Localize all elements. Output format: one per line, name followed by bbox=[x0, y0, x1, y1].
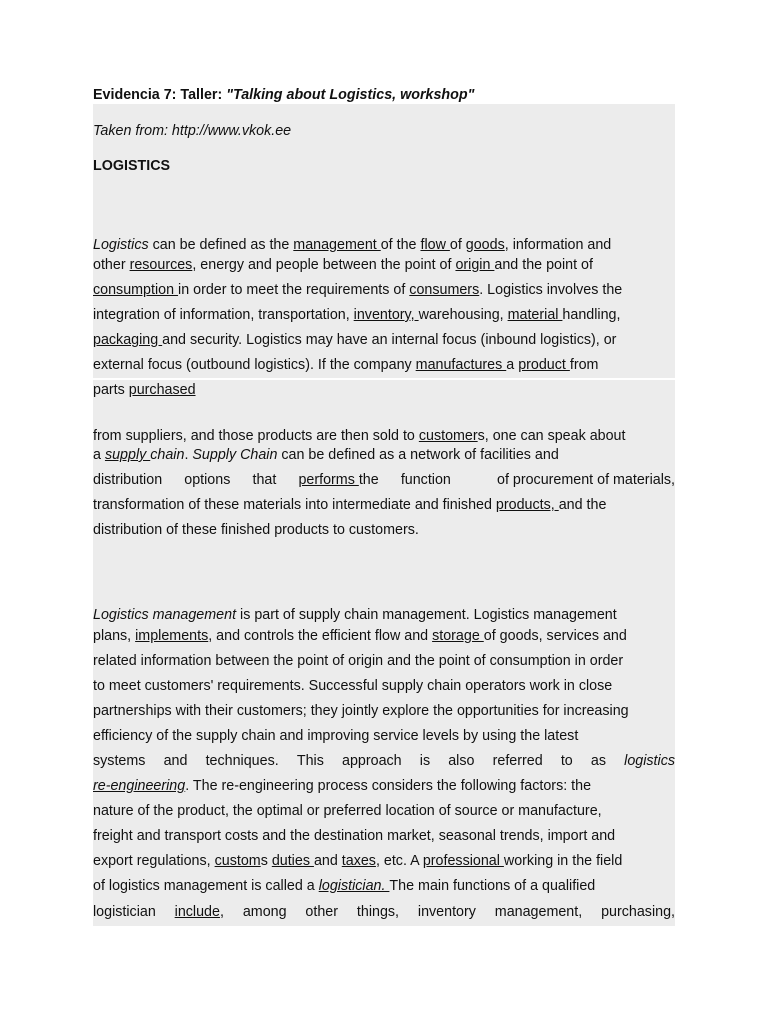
p3-line-13: logistician include, among other things, inventory management, purchasing, bbox=[93, 904, 675, 920]
p2-line-2: a supply chain. Supply Chain can be defined as a network of facilities and bbox=[93, 447, 559, 463]
p1-line-5: packaging and security. Logistics may have an internal focus (inbound logistics), or bbox=[93, 332, 617, 348]
p2-line-4: transformation of these materials into intermediate and finished products, and the bbox=[93, 497, 607, 513]
p2-line-5: distribution of these finished products to customers. bbox=[93, 522, 419, 538]
section-heading: LOGISTICS bbox=[93, 158, 171, 174]
document-title: Evidencia 7: Taller: "Talking about Logistics, workshop" bbox=[93, 87, 475, 103]
p3-line-7: systems and techniques. This approach is also referred to as logistics bbox=[93, 753, 675, 769]
p1-line-1: Logistics can be defined as the management of the flow of goods, information and bbox=[93, 237, 612, 253]
p1-line-7: parts purchased bbox=[93, 382, 196, 398]
p1-line-2: other resources, energy and people between the point of origin and the point of bbox=[93, 257, 593, 273]
p1-line-3: consumption in order to meet the requirements of consumers. Logistics involves the bbox=[93, 282, 623, 298]
p3-line-9: nature of the product, the optimal or preferred location of source or manufacture, bbox=[93, 803, 602, 819]
p2-line-3: distribution options that performs the function of procurement of materials, bbox=[93, 472, 675, 488]
p3-line-5: partnerships with their customers; they jointly explore the opportunities for increasing bbox=[93, 703, 629, 719]
p3-line-8: re-engineering. The re-engineering process considers the following factors: the bbox=[93, 778, 592, 794]
p3-line-3: related information between the point of origin and the point of consumption in order bbox=[93, 653, 624, 669]
p1-line-4: integration of information, transportation, inventory, warehousing, material handling, bbox=[93, 307, 621, 323]
p2-line-1: from suppliers, and those products are then sold to customers, one can speak about bbox=[93, 428, 626, 444]
p3-line-11: export regulations, customs duties and taxes, etc. A professional working in the field bbox=[93, 853, 623, 869]
p3-line-12: of logistics management is called a logistician. The main functions of a qualified bbox=[93, 878, 596, 894]
p1-line-6: external focus (outbound logistics). If the company manufactures a product from bbox=[93, 357, 599, 373]
p3-line-6: efficiency of the supply chain and improving service levels by using the latest bbox=[93, 728, 579, 744]
p3-line-2: plans, implements, and controls the efficient flow and storage of goods, services and bbox=[93, 628, 627, 644]
p3-line-4: to meet customers' requirements. Successful supply chain operators work in close bbox=[93, 678, 613, 694]
p3-line-10: freight and transport costs and the destination market, seasonal trends, import and bbox=[93, 828, 616, 844]
p3-line-1: Logistics management is part of supply chain management. Logistics management bbox=[93, 607, 617, 623]
source-line: Taken from: http://www.vkok.ee bbox=[93, 123, 292, 139]
